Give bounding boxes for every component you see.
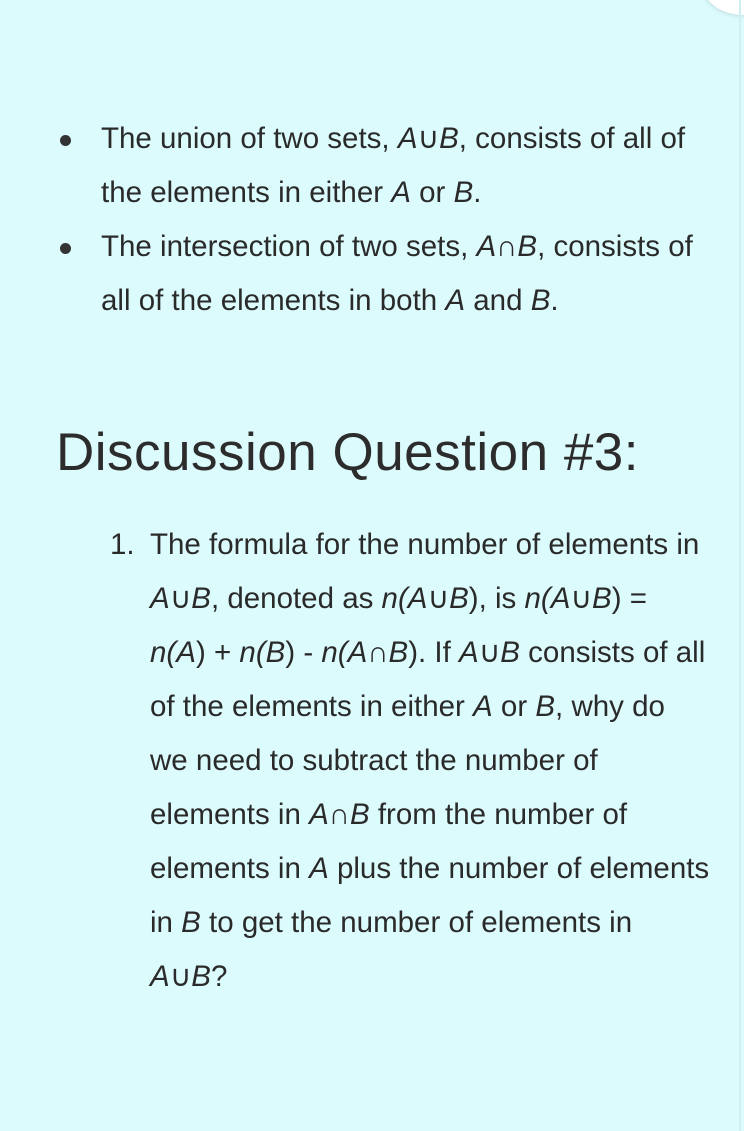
math-var: A [459, 636, 479, 669]
math-paren: ( [337, 636, 348, 669]
union-symbol: ∪ [478, 636, 501, 669]
math-var: B [592, 582, 612, 615]
math-var: B [349, 798, 370, 831]
q-text: plus the number of elements in [150, 852, 710, 939]
math-var: A [347, 636, 368, 669]
union-symbol: ∪ [570, 582, 593, 615]
math-var: A [407, 582, 428, 615]
definition-intersection [60, 220, 710, 328]
math-var: A [150, 960, 170, 993]
bullet-icon [60, 243, 71, 254]
math-paren: ( [397, 582, 408, 615]
definition-union [60, 112, 710, 220]
math-var: B [191, 582, 211, 615]
def-text: , consists of all of the elements in either [101, 122, 686, 209]
math-var: A [445, 284, 466, 317]
math-var: A [150, 582, 170, 615]
def-text: . [550, 284, 559, 317]
union-symbol: ∪ [417, 122, 440, 155]
math-var: B [439, 122, 459, 155]
math-var: A [309, 798, 329, 831]
definitions-list [60, 112, 710, 328]
math-var: B [191, 960, 211, 993]
questions-list [110, 518, 710, 1004]
math-var: A [473, 690, 493, 723]
q-text: ) = [611, 582, 647, 615]
q-text: ). If [408, 636, 460, 669]
scroll-edge [739, 0, 741, 1131]
math-paren: ( [540, 582, 551, 615]
math-var: B [453, 176, 474, 209]
math-var: n [239, 636, 256, 669]
q-text: ), is [468, 582, 525, 615]
math-var: B [265, 636, 286, 669]
def-text: The union of two sets, [101, 122, 398, 155]
math-var: B [449, 582, 469, 615]
q-text: from the number of elements in [150, 798, 628, 885]
q-text: ) + [195, 636, 240, 669]
math-var: n [321, 636, 338, 669]
math-var: A [176, 636, 196, 669]
q-text: ? [210, 960, 228, 993]
question-number: 1. [110, 528, 135, 561]
union-symbol: ∪ [169, 960, 192, 993]
math-paren: ( [166, 636, 177, 669]
union-symbol: ∪ [427, 582, 450, 615]
math-var: B [517, 230, 538, 263]
def-text: and [465, 284, 531, 317]
question-item [110, 518, 710, 1004]
intersection-symbol: ∩ [496, 230, 518, 263]
union-symbol: ∪ [169, 582, 192, 615]
page-corner-shadow [704, 0, 744, 15]
def-text: , consists of all of the elements in both [101, 230, 693, 317]
q-text: ) - [285, 636, 322, 669]
math-var: A [309, 852, 329, 885]
math-var: B [388, 636, 409, 669]
math-var: B [530, 284, 551, 317]
q-text: consists of all of the elements in either [150, 636, 706, 723]
math-var: n [524, 582, 541, 615]
math-var: A [391, 176, 411, 209]
math-var: B [535, 690, 556, 723]
q-text: to get the number of elements in [200, 906, 633, 939]
math-var: B [181, 906, 201, 939]
q-text: , why do we need to subtract the number of elements in [150, 690, 665, 831]
math-var: A [550, 582, 571, 615]
math-var: n [381, 582, 398, 615]
math-var: n [150, 636, 167, 669]
math-var: A [476, 230, 497, 263]
intersection-symbol: ∩ [367, 636, 389, 669]
math-var: B [500, 636, 520, 669]
q-text: The formula for the number of elements in [150, 528, 700, 561]
math-paren: ( [255, 636, 266, 669]
def-text: . [473, 176, 482, 209]
q-text: or [492, 690, 536, 723]
section-heading: Discussion Question #3: [56, 423, 640, 482]
q-text: , denoted as [210, 582, 382, 615]
def-text: The intersection of two sets, [101, 230, 477, 263]
bullet-icon [60, 135, 71, 146]
math-var: A [397, 122, 418, 155]
intersection-symbol: ∩ [328, 798, 350, 831]
def-text: or [410, 176, 454, 209]
